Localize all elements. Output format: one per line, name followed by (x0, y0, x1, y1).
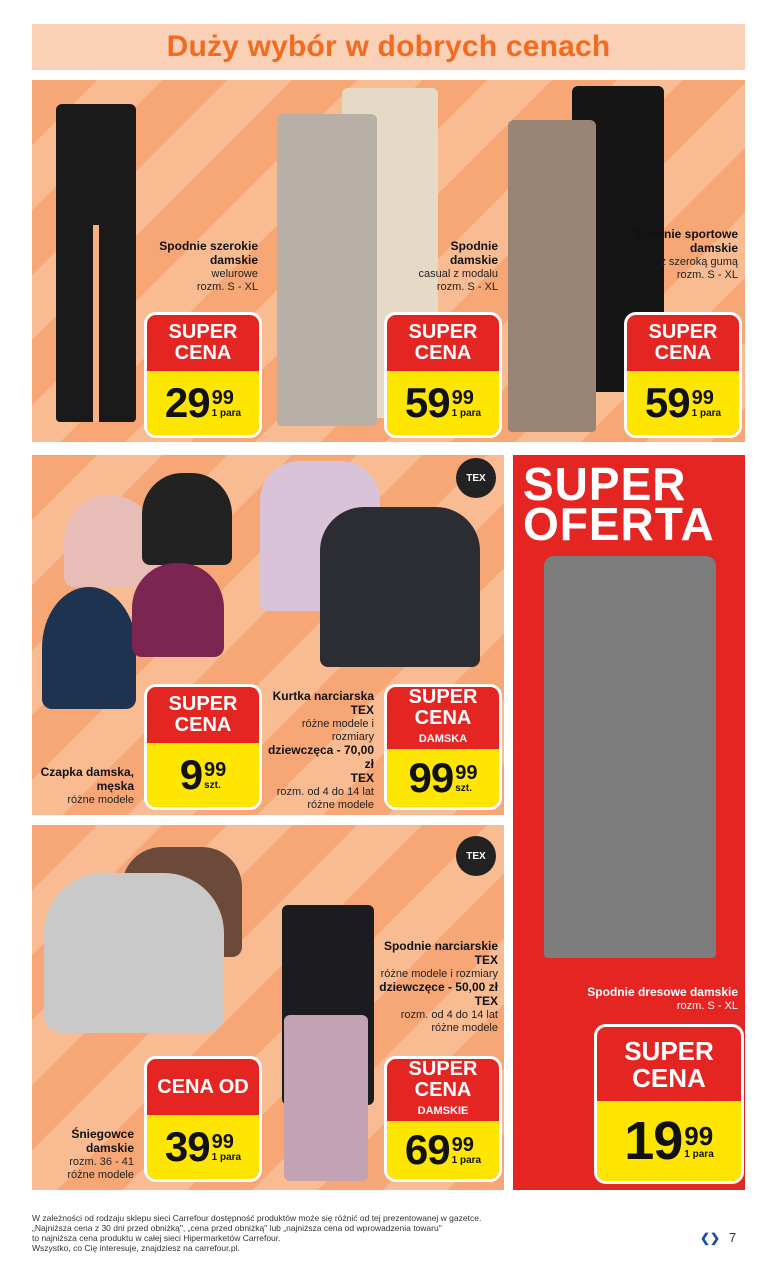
product-image-velour-pants (56, 104, 136, 422)
product-info-hat (32, 766, 134, 807)
product-name: Czapka damska, męska (40, 765, 134, 793)
price-cents: 99 (204, 758, 227, 781)
product-name: Kurtka narciarska (272, 689, 374, 703)
badge-line: CENA (414, 706, 472, 729)
price-badge (384, 1056, 502, 1182)
badge-line: CENA (414, 342, 472, 364)
badge-line: CENA OD (157, 1075, 249, 1098)
price-integer: 59 (404, 379, 450, 426)
badge-line: SUPER (168, 693, 238, 715)
footer-line: to najniższa cena produktu w całej sieci Hipermarketów Carrefour. (32, 1233, 281, 1243)
footer-line: „Najniższa cena z 30 dni przed obniżką", „cena przed obniżką" lub „najniższa cena od wprowadzenia towaru" (32, 1223, 442, 1233)
price-unit: 1 para (691, 407, 722, 419)
badge-line: CENA (632, 1063, 706, 1093)
product-desc: welurowe (211, 268, 258, 280)
price-badge (144, 312, 262, 438)
footer-line: Wszystko, co Cię interesuje, znajdziesz na carrefour.pl. (32, 1243, 240, 1253)
product-brand: TEX (350, 771, 374, 785)
product-line2: dziewczęca - 70,00 zł (267, 743, 374, 771)
product-name: Spodnie damskie (449, 239, 498, 267)
product-brand: TEX (350, 703, 374, 717)
product-size: rozm. od 4 do 14 lat (276, 786, 374, 798)
product-name: Spodnie sportowe damskie (634, 227, 739, 255)
product-desc: różne modele i rozmiary (380, 968, 498, 980)
product-desc: rozm. 36 - 41 (69, 1156, 134, 1168)
price-integer: 99 (408, 754, 454, 801)
footer-line: W zależności od rodzaju sklepu sieci Carrefour dostępność produktów może się różnić od tej prezentowanej w gazetce. (32, 1213, 482, 1223)
product-desc: z szeroką gumą (660, 256, 738, 268)
product-image-black-hat (142, 473, 232, 565)
product-name: Spodnie szerokie damskie (159, 239, 258, 267)
price-integer: 9 (179, 751, 203, 798)
price-cents: 99 (451, 386, 474, 409)
product-size: rozm. S - XL (436, 281, 498, 293)
product-desc: casual z modalu (418, 268, 498, 280)
price-integer: 29 (164, 379, 210, 426)
price-cents: 99 (455, 761, 478, 784)
badge-line: CENA (174, 342, 232, 364)
badge-sub: DAMSKIE (417, 1104, 469, 1117)
badge-line: SUPER (408, 321, 478, 343)
product-size: różne modele (67, 1169, 134, 1181)
price-unit: 1 para (211, 407, 242, 419)
product-info-boots (32, 1128, 134, 1182)
badge-line: SUPER (168, 321, 238, 343)
price-badge (594, 1024, 744, 1184)
price-cents: 99 (211, 386, 234, 409)
badge-line: SUPER (624, 1036, 714, 1066)
product-info-sweatpants (540, 986, 738, 1013)
product-info-jacket (264, 690, 374, 812)
price-unit: szt. (455, 782, 472, 794)
price-badge (624, 312, 742, 438)
product-desc2: różne modele (431, 1022, 498, 1034)
product-image-sweatpants (544, 556, 716, 958)
product-info-ski-pants (376, 940, 498, 1035)
price-integer: 59 (644, 379, 690, 426)
product-line2: dziewczęce - 50,00 zł (379, 980, 498, 994)
product-info-casual (400, 240, 498, 294)
price-badge (384, 684, 502, 810)
price-integer: 19 (624, 1111, 683, 1171)
price-cents: 99 (691, 386, 714, 409)
carrefour-logo-icon: ❮❯ (700, 1231, 721, 1245)
product-name: Spodnie narciarskie (383, 939, 498, 953)
price-unit: 1 para (684, 1148, 714, 1160)
tex-logo: TEX (456, 458, 496, 498)
product-brand: TEX (474, 994, 498, 1008)
badge-line: SUPER (648, 321, 718, 343)
product-size: rozm. od 4 do 14 lat (400, 1009, 498, 1021)
price-cents: 99 (684, 1120, 714, 1151)
product-image-cargo-pants (508, 120, 596, 432)
badge-line: SUPER (408, 1057, 478, 1080)
product-image-camo-jacket (320, 507, 480, 667)
super-offer-line: OFERTA (523, 498, 715, 550)
price-cents: 99 (211, 1130, 234, 1153)
product-name: Śniegowce damskie (71, 1127, 134, 1155)
product-image-casual-pants (277, 114, 377, 426)
product-brand: TEX (474, 953, 498, 967)
badge-line: CENA (174, 714, 232, 736)
badge-line: SUPER (408, 685, 478, 708)
footer-disclaimer (32, 1213, 481, 1253)
price-cents: 99 (451, 1133, 474, 1156)
product-desc: różne modele i rozmiary (301, 718, 374, 743)
badge-line: CENA (654, 342, 712, 364)
header-banner (32, 24, 745, 70)
page-number: 7 (729, 1230, 737, 1245)
price-unit: 1 para (451, 407, 482, 419)
badge-line: CENA (414, 1078, 472, 1101)
page-title: Duży wybór w dobrych cenach (166, 30, 611, 63)
super-offer-line: SUPER (523, 458, 687, 510)
price-badge (384, 312, 502, 438)
product-size: rozm. S - XL (676, 269, 738, 281)
product-size: rozm. S - XL (676, 1000, 738, 1012)
super-offer-title (523, 458, 715, 550)
price-unit: 1 para (211, 1151, 242, 1163)
product-info-velour (150, 240, 258, 294)
price-unit: 1 para (451, 1154, 482, 1166)
product-desc: różne modele (67, 794, 134, 806)
price-integer: 69 (404, 1126, 450, 1173)
price-badge (144, 1056, 262, 1182)
product-name: Spodnie dresowe damskie (587, 985, 738, 999)
product-image-ski-pants-pink (284, 1015, 368, 1181)
price-integer: 39 (164, 1123, 210, 1170)
product-image-purple-hat (132, 563, 224, 657)
product-image-navy-hat (42, 587, 136, 709)
product-info-sport (634, 228, 738, 282)
product-desc2: różne modele (307, 799, 374, 811)
badge-sub: DAMSKA (418, 732, 468, 745)
price-unit: szt. (204, 779, 221, 791)
product-image-boots (44, 873, 224, 1033)
price-badge (144, 684, 262, 810)
product-size: rozm. S - XL (196, 281, 258, 293)
tex-logo: TEX (456, 836, 496, 876)
